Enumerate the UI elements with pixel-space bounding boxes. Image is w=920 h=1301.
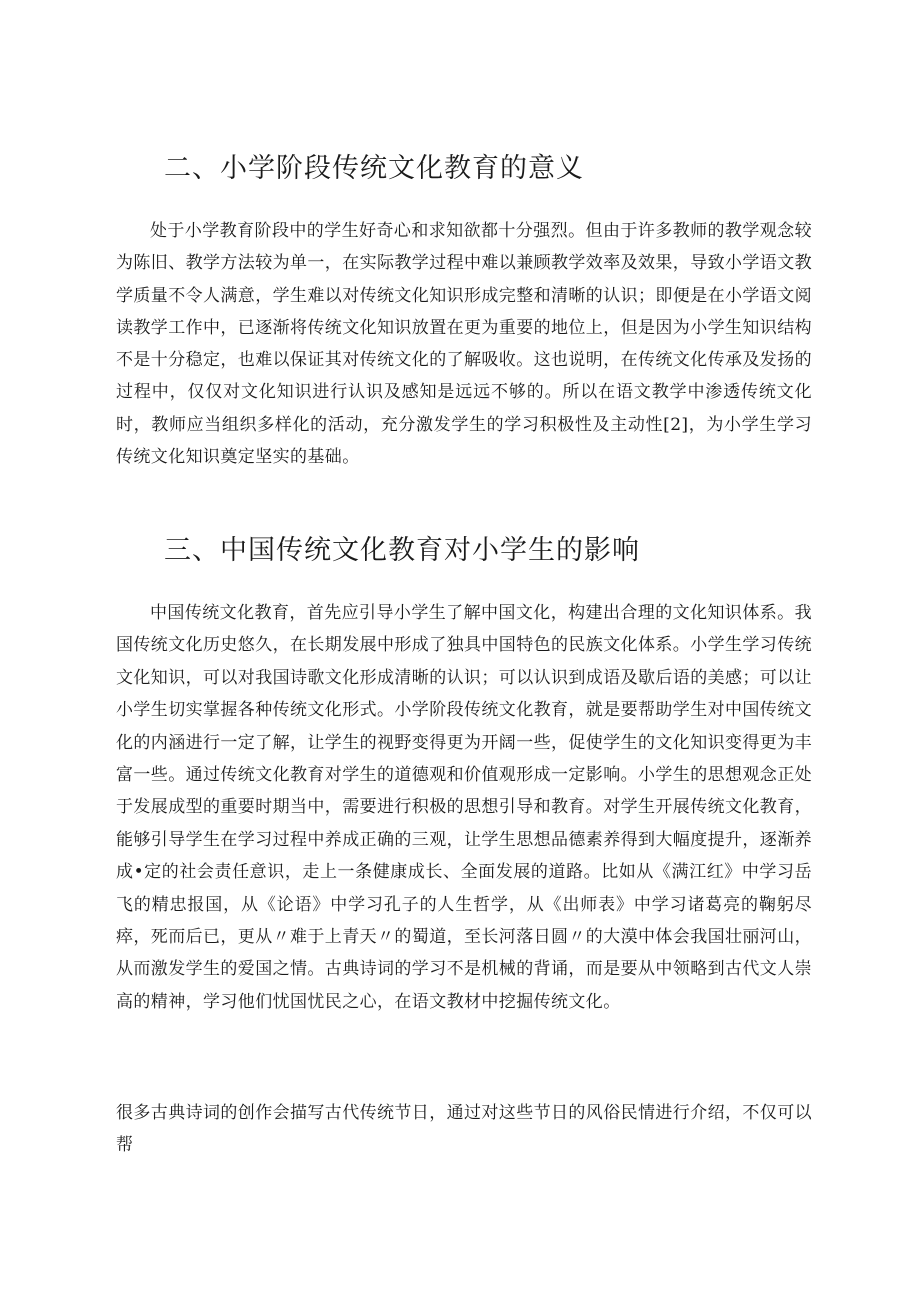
trailing-paragraph: 很多古典诗词的创作会描写古代传统节日，通过对这些节日的风俗民情进行介绍，不仅可以帮 — [116, 1103, 812, 1156]
section-paragraph-significance: 处于小学教育阶段中的学生好奇心和求知欲都十分强烈。但由于许多教师的教学观念较为陈旧、教学方法较为单一，在实际教学过程中难以兼顾教学效率及效果，导致小学语文教学质量不令人满意，学生难以对传统文化知识形成完整和清晰的认识；即便是在小学语文阅读教学工作中，已逐渐将传统文化知识放置在更为重要的地位上，但是因为小学生知识结构不是十分稳定，也难以保证其对传统文化的了解吸收。这也说明，在传统文化传承及发扬的过程中，仅仅对文化知识进行认识及感知是远远不够的。所以在语文教学中渗透传统文化时，教师应当组织多样化的活动，充分激发学生的学习积极性及主动性[2]，为小学生学习传统文化知识奠定坚实的基础。 — [116, 221, 812, 468]
section-heading-influence: 三、中国传统文化教育对小学生的影响 — [164, 535, 640, 566]
section-paragraph-influence: 中国传统文化教育，首先应引导小学生了解中国文化，构建出合理的文化知识体系。我国传统文化历史悠久，在长期发展中形成了独具中国特色的民族文化体系。小学生学习传统文化知识，可以对我国诗歌文化形成清晰的认识；可以认识到成语及歇后语的美感；可以让小学生切实掌握各种传统文化形式。小学阶段传统文化教育，就是要帮助学生对中国传统文化的内涵进行一定了解，让学生的视野变得更为开阔一些，促使学生的文化知识变得更为丰富一些。通过传统文化教育对学生的道德观和价值观形成一定影响。小学生的思想观念正处于发展成型的重要时期当中，需要进行积极的思想引导和教育。对学生开展传统文化教育，能够引导学生在学习过程中养成正确的三观，让学生思想品德素养得到大幅度提升，逐渐养成•定的社会责任意识，走上一条健康成长、全面发展的道路。比如从《满江红》中学习岳飞的精忠报国，从《论语》中学习孔子的人生哲学，从《出师表》中学习诸葛亮的鞠躬尽瘁，死而后已，更从〃难于上青天〃的蜀道，至长河落日圆〃的大漠中体会我国壮丽河山，从而激发学生的爱国之情。古典诗词的学习不是机械的背诵，而是要从中领略到古代文人崇高的精神，学习他们忧国忧民之心，在语文教材中挖掘传统文化。 — [116, 603, 812, 1012]
section-heading-significance: 二、小学阶段传统文化教育的意义 — [164, 153, 584, 184]
